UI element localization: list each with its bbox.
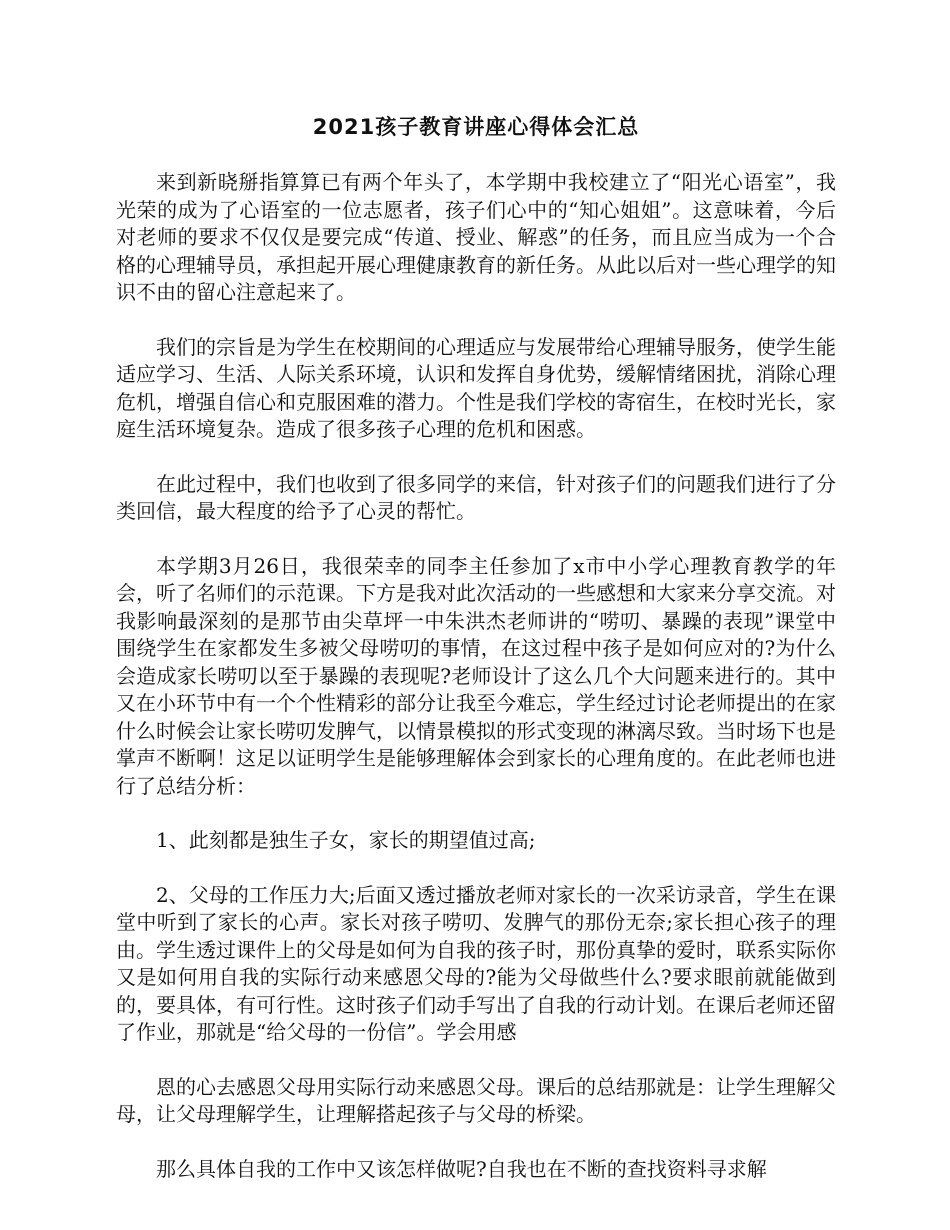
paragraph-gratitude: 恩的心去感恩父母用实际行动来感恩父母。课后的总结那就是：让学生理解父母，让父母理解学生，让理解搭起孩子与父母的桥梁。 xyxy=(116,1074,836,1126)
paragraph-annual-meeting: 本学期3月26日，我很荣幸的同李主任参加了x市中小学心理教育教学的年会，听了名师们的示范课。下方是我对此次活动的一些感想和大家来分享交流。对我影响最深刻的是那节由尖草坪一中朱洪杰老师讲的“唠叨、暴躁的表现”课堂中围绕学生在家都发生多被父母唠叨的事情，在这过程中孩子是如何应对的?为什么会造成家长唠叨以至于暴躁的表现呢?老师设计了这么几个大问题来进行的。其中又在小环节中有一个个性精彩的部分让我至今难忘，学生经过讨论老师提出的在家什么时候会让家长唠叨发脾气，以情景模拟的形式变现的淋漓尽致。当时场下也是掌声不断啊！这足以证明学生是能够理解体会到家长的心理角度的。在此老师也进行了总结分析： xyxy=(116,553,836,798)
paragraph-purpose: 我们的宗旨是为学生在校期间的心理适应与发展带给心理辅导服务，使学生能适应学习、生活、人际关系环境，认识和发挥自身优势，缓解情绪困扰，消除心理危机，增强自信心和克服困难的潜力。个性是我们学校的寄宿生，在校时光长，家庭生活环境复杂。造成了很多孩子心理的危机和困惑。 xyxy=(116,334,836,441)
paragraph-letters: 在此过程中，我们也收到了很多同学的来信，针对孩子们的问题我们进行了分类回信，最大程度的给予了心灵的帮忙。 xyxy=(116,471,836,523)
paragraph-closing: 那么具体自我的工作中又该怎样做呢?自我也在不断的查找资料寻求解 xyxy=(156,1156,767,1181)
document-page xyxy=(116,112,836,1210)
paragraph-point-2: 2、父母的工作压力大;后面又透过播放老师对家长的一次采访录音，学生在课堂中听到了家长的心声。家长对孩子唠叨、发脾气的那份无奈;家长担心孩子的理由。学生透过课件上的父母是如何为自我的孩子时，那份真挚的爱时，联系实际你又是如何用自我的实际行动来感恩父母的?能为父母做些什么?要求眼前就能做到的，要具体，有可行性。这时孩子们动手写出了自我的行动计划。在课后老师还留了作业，那就是“给父母的一份信”。学会用感 xyxy=(116,882,836,1044)
paragraph-point-1: 1、此刻都是独生子女，家长的期望值过高; xyxy=(156,828,536,852)
paragraph-intro: 来到新晓掰指算算已有两个年头了，本学期中我校建立了“阳光心语室”，我光荣的成为了心语室的一位志愿者，孩子们心中的“知心姐姐”。这意味着，今后对老师的要求不仅仅是要完成“传道、授业、解惑”的任务，而且应当成为一个合格的心理辅导员，承担起开展心理健康教育的新任务。从此以后对一些心理学的知识不由的留心注意起来了。 xyxy=(116,170,836,304)
document-title: 2021孩子教育讲座心得体会汇总 xyxy=(312,115,640,139)
